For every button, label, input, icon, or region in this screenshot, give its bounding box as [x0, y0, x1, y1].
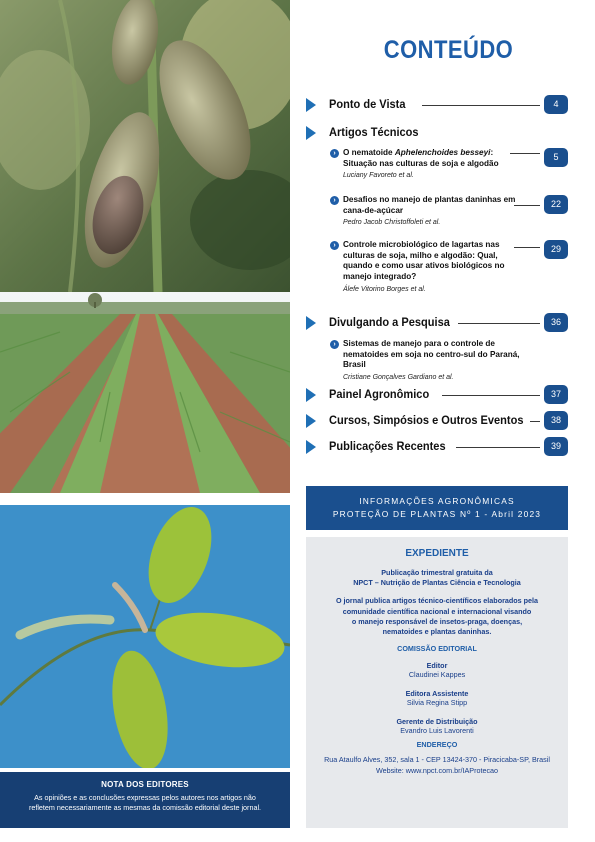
chevron-right-icon [306, 388, 316, 402]
chevron-right-icon [306, 440, 316, 454]
page-number-badge: 38 [544, 411, 568, 430]
distribution-manager-role: Gerente de Distribuição [396, 716, 478, 726]
leader-line [510, 153, 540, 154]
address-text: Rua Ataulfo Alves, 352, sala 1 - CEP 13424-370 - Piracicaba-SP, Brasil [324, 754, 550, 764]
editorial-committee-heading: COMISSÃO EDITORIAL [397, 644, 477, 654]
expediente-publication-line-2: NPCT – Nutrição de Plantas Ciência e Tecnologia [353, 578, 521, 588]
expediente-description-1: O jornal publica artigos técnico-científicos elaborados pela [335, 596, 539, 606]
article-author: Luciany Favoreto et al. [343, 172, 414, 180]
editor-name: Claudinei Kappes [408, 670, 466, 680]
section-title: Ponto de Vista [329, 97, 406, 111]
article-item[interactable] [330, 148, 568, 179]
section-divulgando-a-pesquisa[interactable] [306, 313, 568, 333]
soybean-pods-photo [0, 0, 290, 292]
article-item[interactable] [330, 240, 568, 293]
expediente-description-2: comunidade científica nacional e internacional visando [342, 606, 532, 616]
leader-line [422, 105, 540, 106]
leader-line [514, 205, 540, 206]
leader-line [514, 247, 540, 248]
editors-note-title: NOTA DOS EDITORES [101, 780, 189, 789]
article-item[interactable] [330, 339, 568, 381]
distribution-manager-name: Evandro Luis Lavorenti [400, 725, 474, 735]
editors-note-text-1: As opiniões e as conclusões expressas pelos autores nos artigos não [34, 793, 256, 802]
section-title: Cursos, Simpósios e Outros Eventos [329, 413, 524, 427]
article-title: O nematoide Aphelenchoides besseyi: Situação nas culturas de soja e algodão [343, 148, 499, 168]
banner-line-1: INFORMAÇÕES AGRONÔMICAS [359, 496, 515, 506]
section-artigos-tecnicos[interactable] [306, 123, 568, 143]
banner-line-2: PROTEÇÃO DE PLANTAS Nº 1 - Abril 2023 [332, 508, 542, 519]
assistant-editor-role: Editora Assistente [405, 689, 469, 699]
expediente-description-3: o manejo responsável de insetos-praga, doenças, [351, 616, 523, 626]
page-number-badge: 22 [544, 195, 568, 214]
caterpillar-on-leaf-photo [0, 505, 290, 768]
page-number-badge: 36 [544, 313, 568, 332]
section-title: Painel Agronômico [329, 387, 430, 401]
assistant-editor-name: Silvia Regina Stipp [406, 698, 468, 708]
section-title: Artigos Técnicos [329, 125, 419, 139]
section-publicacoes-recentes[interactable] [306, 437, 568, 457]
expediente-heading: EXPEDIENTE [405, 548, 469, 559]
bullet-chevron-icon: › [330, 149, 339, 158]
leader-line [442, 395, 540, 396]
contents-title: CONTEÚDO [383, 36, 514, 64]
chevron-right-icon [306, 316, 316, 330]
leader-line [456, 447, 540, 448]
article-title: Desafios no manejo de plantas daninhas em cana-de-açúcar [343, 195, 516, 215]
publication-banner [306, 486, 568, 530]
article-author: Álefe Vitorino Borges et al. [343, 285, 426, 293]
section-title: Publicações Recentes [329, 439, 446, 453]
section-cursos-simposios-eventos[interactable] [306, 411, 568, 431]
article-title: Sistemas de manejo para o controle de nematoides em soja no centro-sul do Paraná, Brasil [343, 339, 520, 370]
website-link[interactable]: Website: www.npct.com.br/IAProtecao [375, 765, 499, 775]
editor-role: Editor [426, 661, 448, 671]
page-number-badge: 39 [544, 437, 568, 456]
bullet-chevron-icon: › [330, 241, 339, 250]
editors-note-box [0, 772, 290, 828]
page-number-badge: 4 [544, 95, 568, 114]
sugarcane-field-photo [0, 292, 290, 493]
article-author: Pedro Jacob Christoffoleti et al. [343, 219, 441, 227]
page-number-badge: 29 [544, 240, 568, 259]
bullet-chevron-icon: › [330, 340, 339, 349]
chevron-right-icon [306, 414, 316, 428]
address-heading: ENDEREÇO [416, 739, 458, 749]
section-painel-agronomico[interactable] [306, 385, 568, 405]
leader-line [530, 421, 540, 422]
bullet-chevron-icon: › [330, 196, 339, 205]
section-ponto-de-vista[interactable] [306, 95, 568, 115]
expediente-box [306, 537, 568, 828]
editors-note-text-2: refletem necessariamente as mesmas da comissão editorial deste jornal. [28, 803, 262, 813]
leader-line [458, 323, 540, 324]
chevron-right-icon [306, 126, 316, 140]
page-number-badge: 5 [544, 148, 568, 167]
section-title: Divulgando a Pesquisa [329, 315, 450, 329]
expediente-description-4: nematoides e plantas daninhas. [382, 627, 492, 637]
chevron-right-icon [306, 98, 316, 112]
expediente-publication-line-1: Publicação trimestral gratuita da [381, 568, 493, 577]
article-item[interactable] [330, 195, 568, 226]
article-author: Cristiane Gonçalves Gardiano et al. [343, 373, 454, 381]
page-number-badge: 37 [544, 385, 568, 404]
article-title: Controle microbiológico de lagartas nas culturas de soja, milho e algodão: Qual, quando e como usar ativos biológicos no manejo integrado? [343, 240, 505, 281]
